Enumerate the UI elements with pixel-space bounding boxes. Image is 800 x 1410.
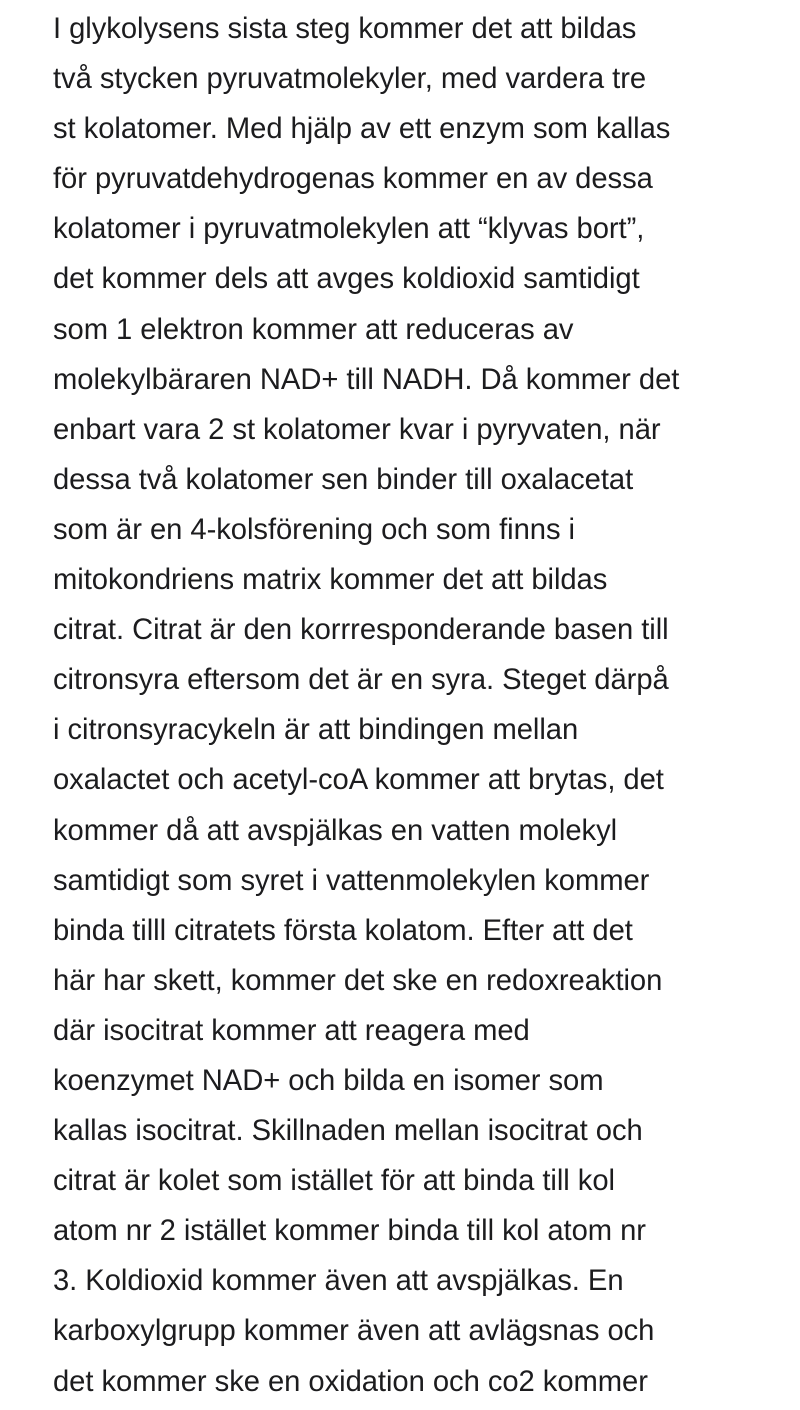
- note-line: här har skett, kommer det ske en redoxreaktion: [53, 964, 663, 997]
- note-line: som är en 4-kolsförening och som finns i: [53, 513, 575, 546]
- note-line: oxalactet och acetyl-coA kommer att brytas, det: [53, 764, 664, 797]
- note-line: I glykolysens sista steg kommer det att bildas: [53, 13, 637, 45]
- note-line: atom nr 2 istället kommer binda till kol atom nr: [53, 1215, 646, 1248]
- note-line: citrat är kolet som istället för att binda till kol: [53, 1165, 615, 1198]
- note-line: citrat. Citrat är den korrresponderande basen till: [53, 614, 669, 647]
- note-line: binda tilll citratets första kolatom. Efter att det: [53, 914, 633, 947]
- note-line: molekylbäraren NAD+ till NADH. Då kommer det: [53, 363, 680, 396]
- note-line: mitokondriens matrix kommer det att bildas: [53, 564, 608, 597]
- note-body[interactable]: [53, 4, 793, 1407]
- note-line: samtidigt som syret i vattenmolekylen kommer: [53, 864, 650, 897]
- note-line: i citronsyracykeln är att bindingen mellan: [53, 714, 579, 747]
- note-line: det kommer dels att avges koldioxid samtidigt: [53, 263, 640, 296]
- note-line: st kolatomer. Med hjälp av ett enzym som kallas: [53, 113, 671, 146]
- note-line: 3. Koldioxid kommer även att avspjälkas. En: [53, 1265, 624, 1298]
- note-line: som 1 elektron kommer att reduceras av: [53, 313, 574, 346]
- note-line: enbart vara 2 st kolatomer kvar i pyryvaten, när: [53, 413, 661, 446]
- note-line: citronsyra eftersom det är en syra. Steget därpå: [53, 664, 669, 697]
- note-line: kolatomer i pyruvatmolekylen att “klyvas bort”,: [53, 213, 645, 246]
- note-line: koenzymet NAD+ och bilda en isomer som: [53, 1064, 604, 1097]
- note-line: två stycken pyruvatmolekyler, med vardera tre: [53, 63, 647, 96]
- note-line: dessa två kolatomer sen binder till oxalacetat: [53, 463, 634, 496]
- note-line: karboxylgrupp kommer även att avlägsnas och: [53, 1315, 655, 1348]
- note-line: kommer då att avspjälkas en vatten molekyl: [53, 814, 618, 847]
- note-line: där isocitrat kommer att reagera med: [53, 1014, 530, 1047]
- note-line: kallas isocitrat. Skillnaden mellan isocitrat och: [53, 1115, 643, 1148]
- note-line: för pyruvatdehydrogenas kommer en av dessa: [53, 163, 653, 196]
- note-line: det kommer ske en oxidation och co2 kommer: [53, 1365, 648, 1398]
